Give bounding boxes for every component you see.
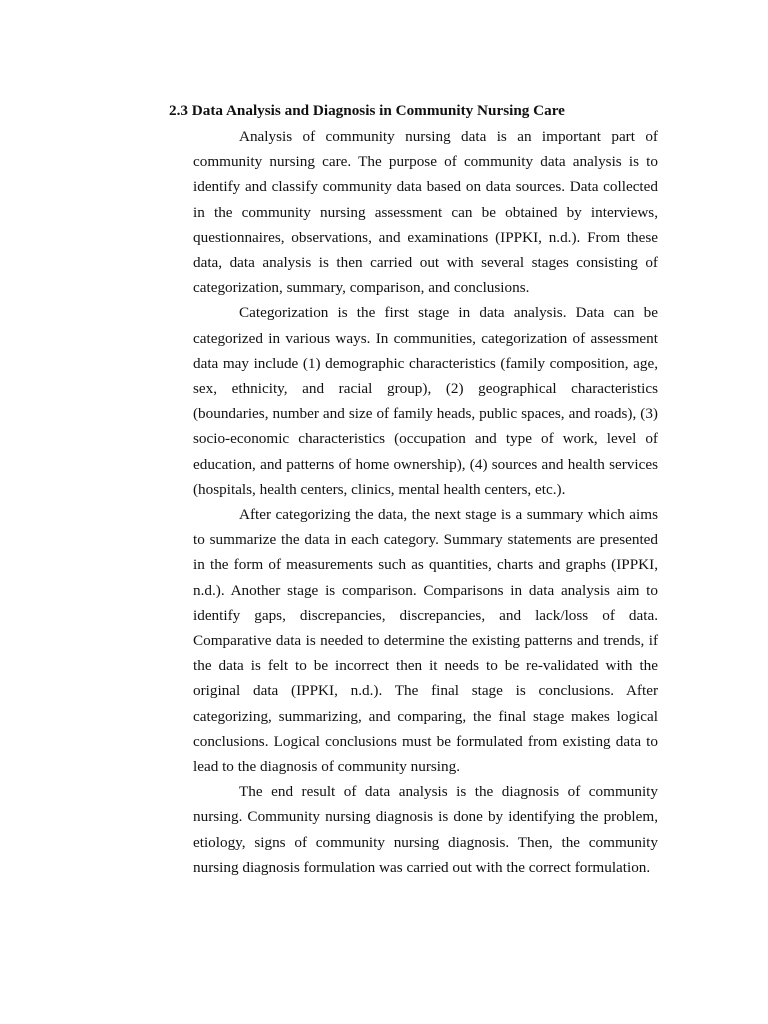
paragraph-categorization: Categorization is the first stage in data analysis. Data can be categorized in various ways. In communities, categorization of assessment data may include (1) demographic characteristics (family composition, age, sex, ethnicity, and racial group), (2) geographical characteristics (boundaries, number and size of family heads, public spaces, and roads), (3) socio-economic characteristics (occupation and type of work, level of education, and patterns of home ownership), (4) sources and health services (hospitals, health centers, clinics, mental health centers, etc.). — [193, 304, 658, 498]
paragraph-intro: Analysis of community nursing data is an important part of community nursing care. The purpose of community data analysis is to identify and classify community data based on data sources. Data collected in the community nursing assessment can be obtained by interviews, questionnaires, observations, and examinations (IPPKI, n.d.). From these data, data analysis is then carried out with several stages consisting of categorization, summary, comparison, and conclusions. — [193, 128, 658, 297]
paragraph-diagnosis: The end result of data analysis is the diagnosis of community nursing. Community nursing diagnosis is done by identifying the problem, etiology, signs of community nursing diagnosis. Then, the community nursing diagnosis formulation was carried out with the correct formulation. — [193, 783, 658, 876]
section-body — [193, 124, 658, 880]
section-heading: 2.3 Data Analysis and Diagnosis in Community Nursing Care — [169, 102, 565, 119]
paragraph-summary-comparison: After categorizing the data, the next stage is a summary which aims to summarize the data in each category. Summary statements are presented in the form of measurements such as quantities, charts and graphs (IPPKI, n.d.). Another stage is comparison. Comparisons in data analysis aim to identify gaps, discrepancies, discrepancies, and lack/loss of data. Comparative data is needed to determine the existing patterns and trends, if the data is felt to be incorrect then it needs to be re-validated with the original data (IPPKI, n.d.). The final stage is conclusions. After categorizing, summarizing, and comparing, the final stage makes logical conclusions. Logical conclusions must be formulated from existing data to lead to the diagnosis of community nursing. — [193, 506, 658, 776]
